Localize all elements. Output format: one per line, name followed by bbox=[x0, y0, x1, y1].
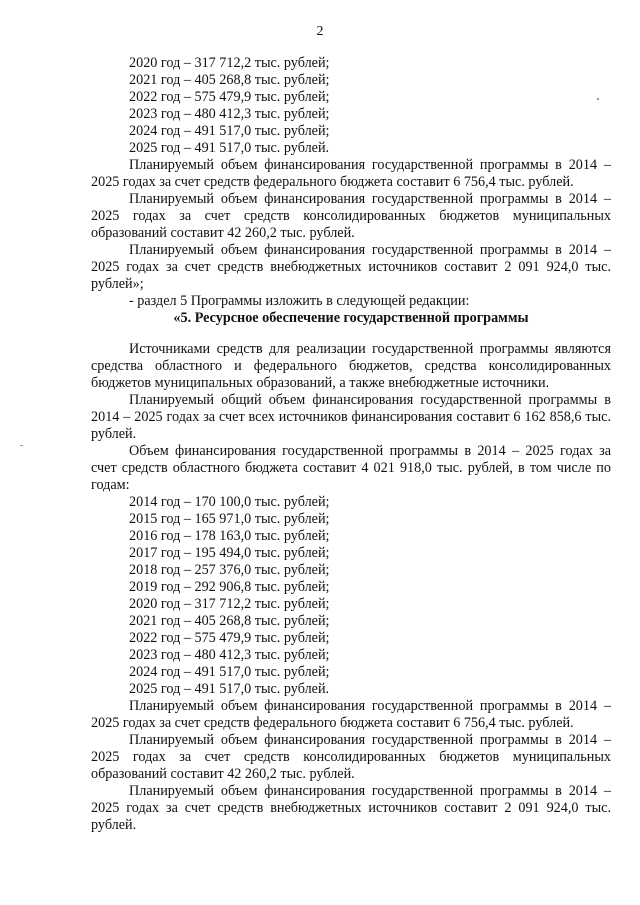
federal-funding-paragraph: Планируемый объем финансирования государственной программы в 2014 – 2025 годах за счет средств федерального бюджета составит 6 756,4 тыс. рублей. bbox=[91, 157, 611, 190]
year-line: 2022 год – 575 479,9 тыс. рублей; bbox=[129, 89, 330, 105]
sources-paragraph: Источниками средств для реализации государственной программы являются средства областного и федерального бюджетов, средства консолидированных бюджетов муниципальных образований, а также внебюджетные источники. bbox=[91, 341, 611, 391]
year-line: 2020 год – 317 712,2 тыс. рублей; bbox=[129, 55, 330, 71]
page-number: 2 bbox=[316, 24, 324, 39]
year-line: 2020 год – 317 712,2 тыс. рублей; bbox=[129, 596, 330, 612]
year-line: 2022 год – 575 479,9 тыс. рублей; bbox=[129, 630, 330, 646]
consolidated-funding-paragraph: Планируемый объем финансирования государственной программы в 2014 – 2025 годах за счет средств консолидированных бюджетов муниципальных образований составит 42 260,2 тыс. рублей. bbox=[91, 732, 611, 782]
regional-funding-paragraph: Объем финансирования государственной программы в 2014 – 2025 годах за счет средств областного бюджета составит 4 021 918,0 тыс. рублей, в том числе по годам: bbox=[91, 443, 611, 493]
year-line: 2016 год – 178 163,0 тыс. рублей; bbox=[129, 528, 330, 544]
federal-funding-paragraph: Планируемый объем финансирования государственной программы в 2014 – 2025 годах за счет средств федерального бюджета составит 6 756,4 тыс. рублей. bbox=[91, 698, 611, 731]
scan-mark bbox=[597, 98, 599, 100]
year-line: 2015 год – 165 971,0 тыс. рублей; bbox=[129, 511, 330, 527]
year-line: 2025 год – 491 517,0 тыс. рублей. bbox=[129, 681, 330, 697]
consolidated-funding-paragraph: Планируемый объем финансирования государственной программы в 2014 – 2025 годах за счет средств консолидированных бюджетов муниципальных образований составит 42 260,2 тыс. рублей. bbox=[91, 191, 611, 241]
document-body bbox=[91, 55, 611, 834]
offbudget-funding-paragraph: Планируемый объем финансирования государственной программы в 2014 – 2025 годах за счет средств внебюджетных источников составит 2 091 924,0 тыс. рублей»; bbox=[91, 242, 611, 292]
amendment-instruction: - раздел 5 Программы изложить в следующей редакции: bbox=[129, 293, 470, 309]
year-line: 2018 год – 257 376,0 тыс. рублей; bbox=[129, 562, 330, 578]
year-line: 2024 год – 491 517,0 тыс. рублей; bbox=[129, 123, 330, 139]
year-line: 2025 год – 491 517,0 тыс. рублей. bbox=[129, 140, 330, 156]
year-line: 2019 год – 292 906,8 тыс. рублей; bbox=[129, 579, 330, 595]
year-line: 2023 год – 480 412,3 тыс. рублей; bbox=[129, 106, 330, 122]
offbudget-funding-paragraph: Планируемый объем финансирования государственной программы в 2014 – 2025 годах за счет средств внебюджетных источников составит 2 091 924,0 тыс. рублей. bbox=[91, 783, 611, 833]
year-line: 2021 год – 405 268,8 тыс. рублей; bbox=[129, 613, 330, 629]
year-line: 2021 год – 405 268,8 тыс. рублей; bbox=[129, 72, 330, 88]
year-line: 2017 год – 195 494,0 тыс. рублей; bbox=[129, 545, 330, 561]
year-line: 2024 год – 491 517,0 тыс. рублей; bbox=[129, 664, 330, 680]
total-funding-paragraph: Планируемый общий объем финансирования государственной программы в 2014 – 2025 годах за счет всех источников финансирования составит 6 162 858,6 тыс. рублей. bbox=[91, 392, 611, 442]
year-line: 2014 год – 170 100,0 тыс. рублей; bbox=[129, 494, 330, 510]
section-heading: «5. Ресурсное обеспечение государственной программы bbox=[173, 310, 529, 326]
spacer bbox=[91, 327, 611, 341]
scan-mark bbox=[20, 445, 23, 446]
year-line: 2023 год – 480 412,3 тыс. рублей; bbox=[129, 647, 330, 663]
